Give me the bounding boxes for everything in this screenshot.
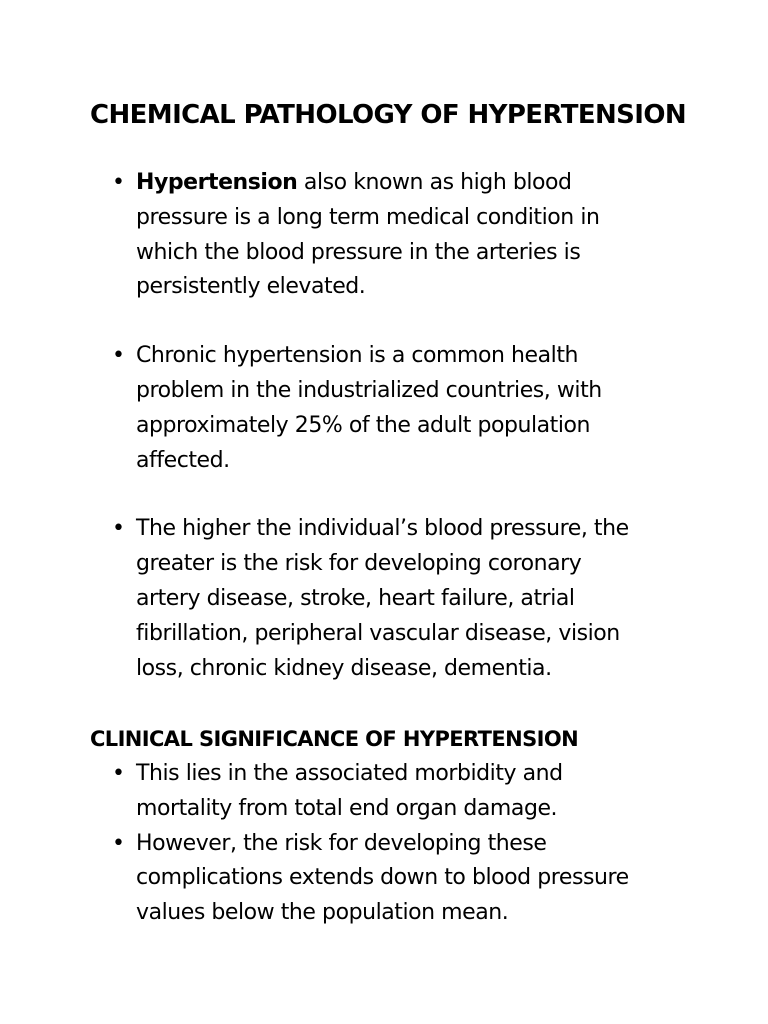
bullet-line: problem in the industrialized countries, with xyxy=(136,377,602,403)
bullet-icon: • xyxy=(112,343,125,369)
clinical-bullet-list xyxy=(112,757,712,931)
bullet-line: approximately 25% of the adult population xyxy=(136,412,591,438)
bullet-line xyxy=(136,166,712,201)
bullet-icon: • xyxy=(112,516,125,542)
page-title: CHEMICAL PATHOLOGY OF HYPERTENSION xyxy=(90,100,687,130)
bullet-line: fibrillation, peripheral vascular disease, vision xyxy=(136,620,620,646)
bullet-line: which the blood pressure in the arteries is xyxy=(136,239,581,265)
bullet-line: complications extends down to blood pressure xyxy=(136,865,629,891)
bullet-line: persistently elevated. xyxy=(136,274,366,300)
list-item xyxy=(112,512,712,686)
bullet-icon: • xyxy=(112,170,125,195)
bullet-line: affected. xyxy=(136,447,230,473)
bullet-line: artery disease, stroke, heart failure, atrial xyxy=(136,585,575,611)
list-item xyxy=(112,827,712,931)
bullet-line: pressure is a long term medical condition in xyxy=(136,204,600,230)
bullet-icon: • xyxy=(112,830,125,856)
list-item xyxy=(112,339,712,478)
bullet-line: loss, chronic kidney disease, dementia. xyxy=(136,655,552,681)
section-heading: CLINICAL SIGNIFICANCE OF HYPERTENSION xyxy=(90,727,579,751)
bullet-line: The higher the individual’s blood pressure, the xyxy=(136,516,629,542)
list-item xyxy=(112,166,712,305)
bullet-line: However, the risk for developing these xyxy=(136,830,547,856)
intro-bullet-list xyxy=(112,166,712,720)
bullet-text: also known as high blood xyxy=(297,170,572,195)
bullet-icon: • xyxy=(112,761,125,786)
bullet-line: mortality from total end organ damage. xyxy=(136,795,558,821)
bullet-line: This lies in the associated morbidity and xyxy=(136,761,563,786)
list-item xyxy=(112,757,712,827)
bullet-line: values below the population mean. xyxy=(136,900,509,926)
bullet-line: Chronic hypertension is a common health xyxy=(136,343,579,369)
bullet-line: greater is the risk for developing coronary xyxy=(136,551,582,577)
defined-term: Hypertension xyxy=(136,170,298,195)
